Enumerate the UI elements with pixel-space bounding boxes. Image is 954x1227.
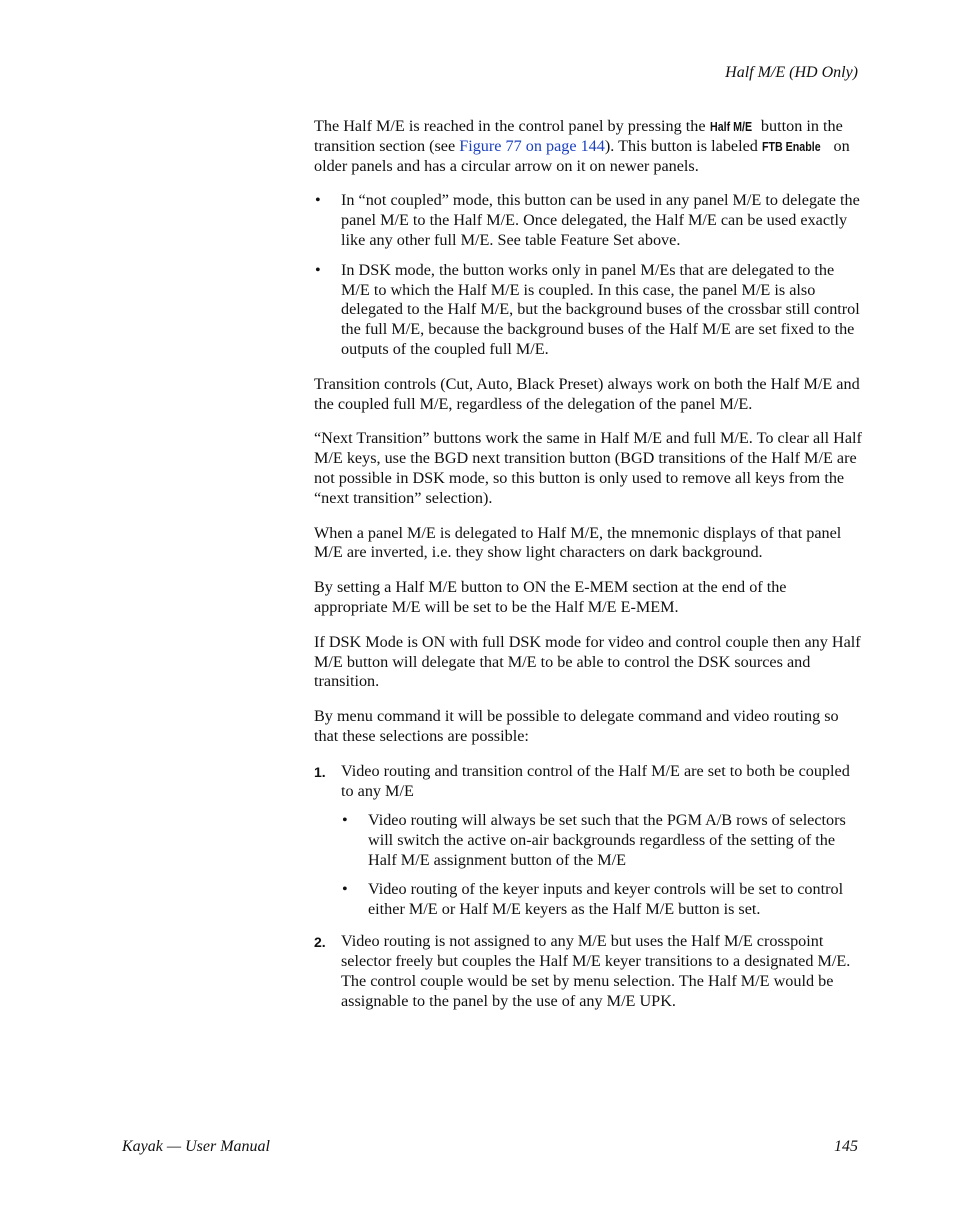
step-number-2: 2.: [314, 934, 326, 951]
step-1-sub-bullets: [341, 811, 862, 919]
paragraph-mnemonic-displays: When a panel M/E is delegated to Half M/E, the mnemonic displays of that panel M/E are inverted, i.e. they show light characters on dark background.: [314, 523, 842, 562]
intro-text-3: ). This button is labeled: [604, 136, 762, 155]
page-body: [314, 117, 862, 1024]
half-me-button-label: Half M/E: [709, 119, 752, 134]
paragraph-next-transition: “Next Transition” buttons work the same in Half M/E and full M/E. To clear all Half M/E keys, use the BGD next transition button (BGD transitions of the Half M/E are not possible in DSK mode, so this button is only used to remove all keys from the “next transition” selection).: [314, 429, 862, 507]
list-item-not-coupled-mode: • In “not coupled” mode, this button can be used in any panel M/E to delegate the panel M/E to the Half M/E. Once delegated, the Half M/E can be used exactly like any other full M/E. See table Feature Set above.: [314, 191, 862, 250]
numbered-item-2: [314, 932, 862, 1011]
footer-page-number: 145: [834, 1138, 858, 1155]
figure-77-link[interactable]: Figure 77 on page 144: [459, 136, 605, 155]
paragraph-menu-command: By menu command it will be possible to delegate command and video routing so that these selections are possible:: [314, 707, 839, 745]
footer-manual-title: Kayak — User Manual: [122, 1138, 270, 1155]
paragraph-transition-controls: Transition controls (Cut, Auto, Black Preset) always work on both the Half M/E and the coupled full M/E, regardless of the delegation of the panel M/E.: [314, 374, 860, 413]
mode-bullet-list: [314, 191, 862, 359]
paragraph-dsk-mode: If DSK Mode is ON with full DSK mode for video and control couple then any Half M/E button will delegate that M/E to be able to control the DSK sources and transition.: [314, 632, 861, 691]
routing-options-list: [314, 762, 862, 1012]
step-1-text: Video routing and transition control of the Half M/E are set to both be coupled to any M/E: [341, 761, 850, 800]
step-2-text: Video routing is not assigned to any M/E but uses the Half M/E crosspoint selector freely but couples the Half M/E keyer transitions to a designated M/E. The control couple would be set by menu selection. The Half M/E would be assignable to the panel by the use of any M/E UPK.: [341, 932, 851, 1010]
intro-text-2: button in the transition section (see: [314, 117, 843, 155]
intro-paragraph: [314, 117, 862, 176]
intro-text-1: The Half M/E is reached in the control panel by pressing the: [314, 117, 710, 135]
running-header-title: Half M/E (HD Only): [725, 64, 858, 81]
intro-text-4: on older panels and has a circular arrow on it on newer panels.: [314, 136, 850, 175]
paragraph-emem-section: By setting a Half M/E button to ON the E-MEM section at the end of the appropriate M/E will be set to be the Half M/E E-MEM.: [314, 578, 787, 616]
list-item-dsk-mode: • In DSK mode, the button works only in panel M/Es that are delegated to the M/E to which the Half M/E is coupled. In this case, the panel M/E is also delegated to the Half M/E, but the background buses of the crossbar still control the full M/E, because the background buses of the Half M/E are set fixed to the outputs of the coupled full M/E.: [314, 261, 862, 360]
step-number-1: 1.: [314, 763, 326, 780]
sub-bullet-pgm-rows: • Video routing will always be set such that the PGM A/B rows of selectors will switch the active on-air backgrounds regardless of the setting of the Half M/E assignment button of the M/E: [341, 811, 862, 870]
ftb-enable-button-label: FTB Enable: [761, 138, 821, 154]
sub-bullet-keyer-routing: • Video routing of the keyer inputs and keyer controls will be set to control either M/E or Half M/E keyers as the Half M/E button is set.: [341, 880, 862, 920]
numbered-item-1: [314, 762, 862, 920]
